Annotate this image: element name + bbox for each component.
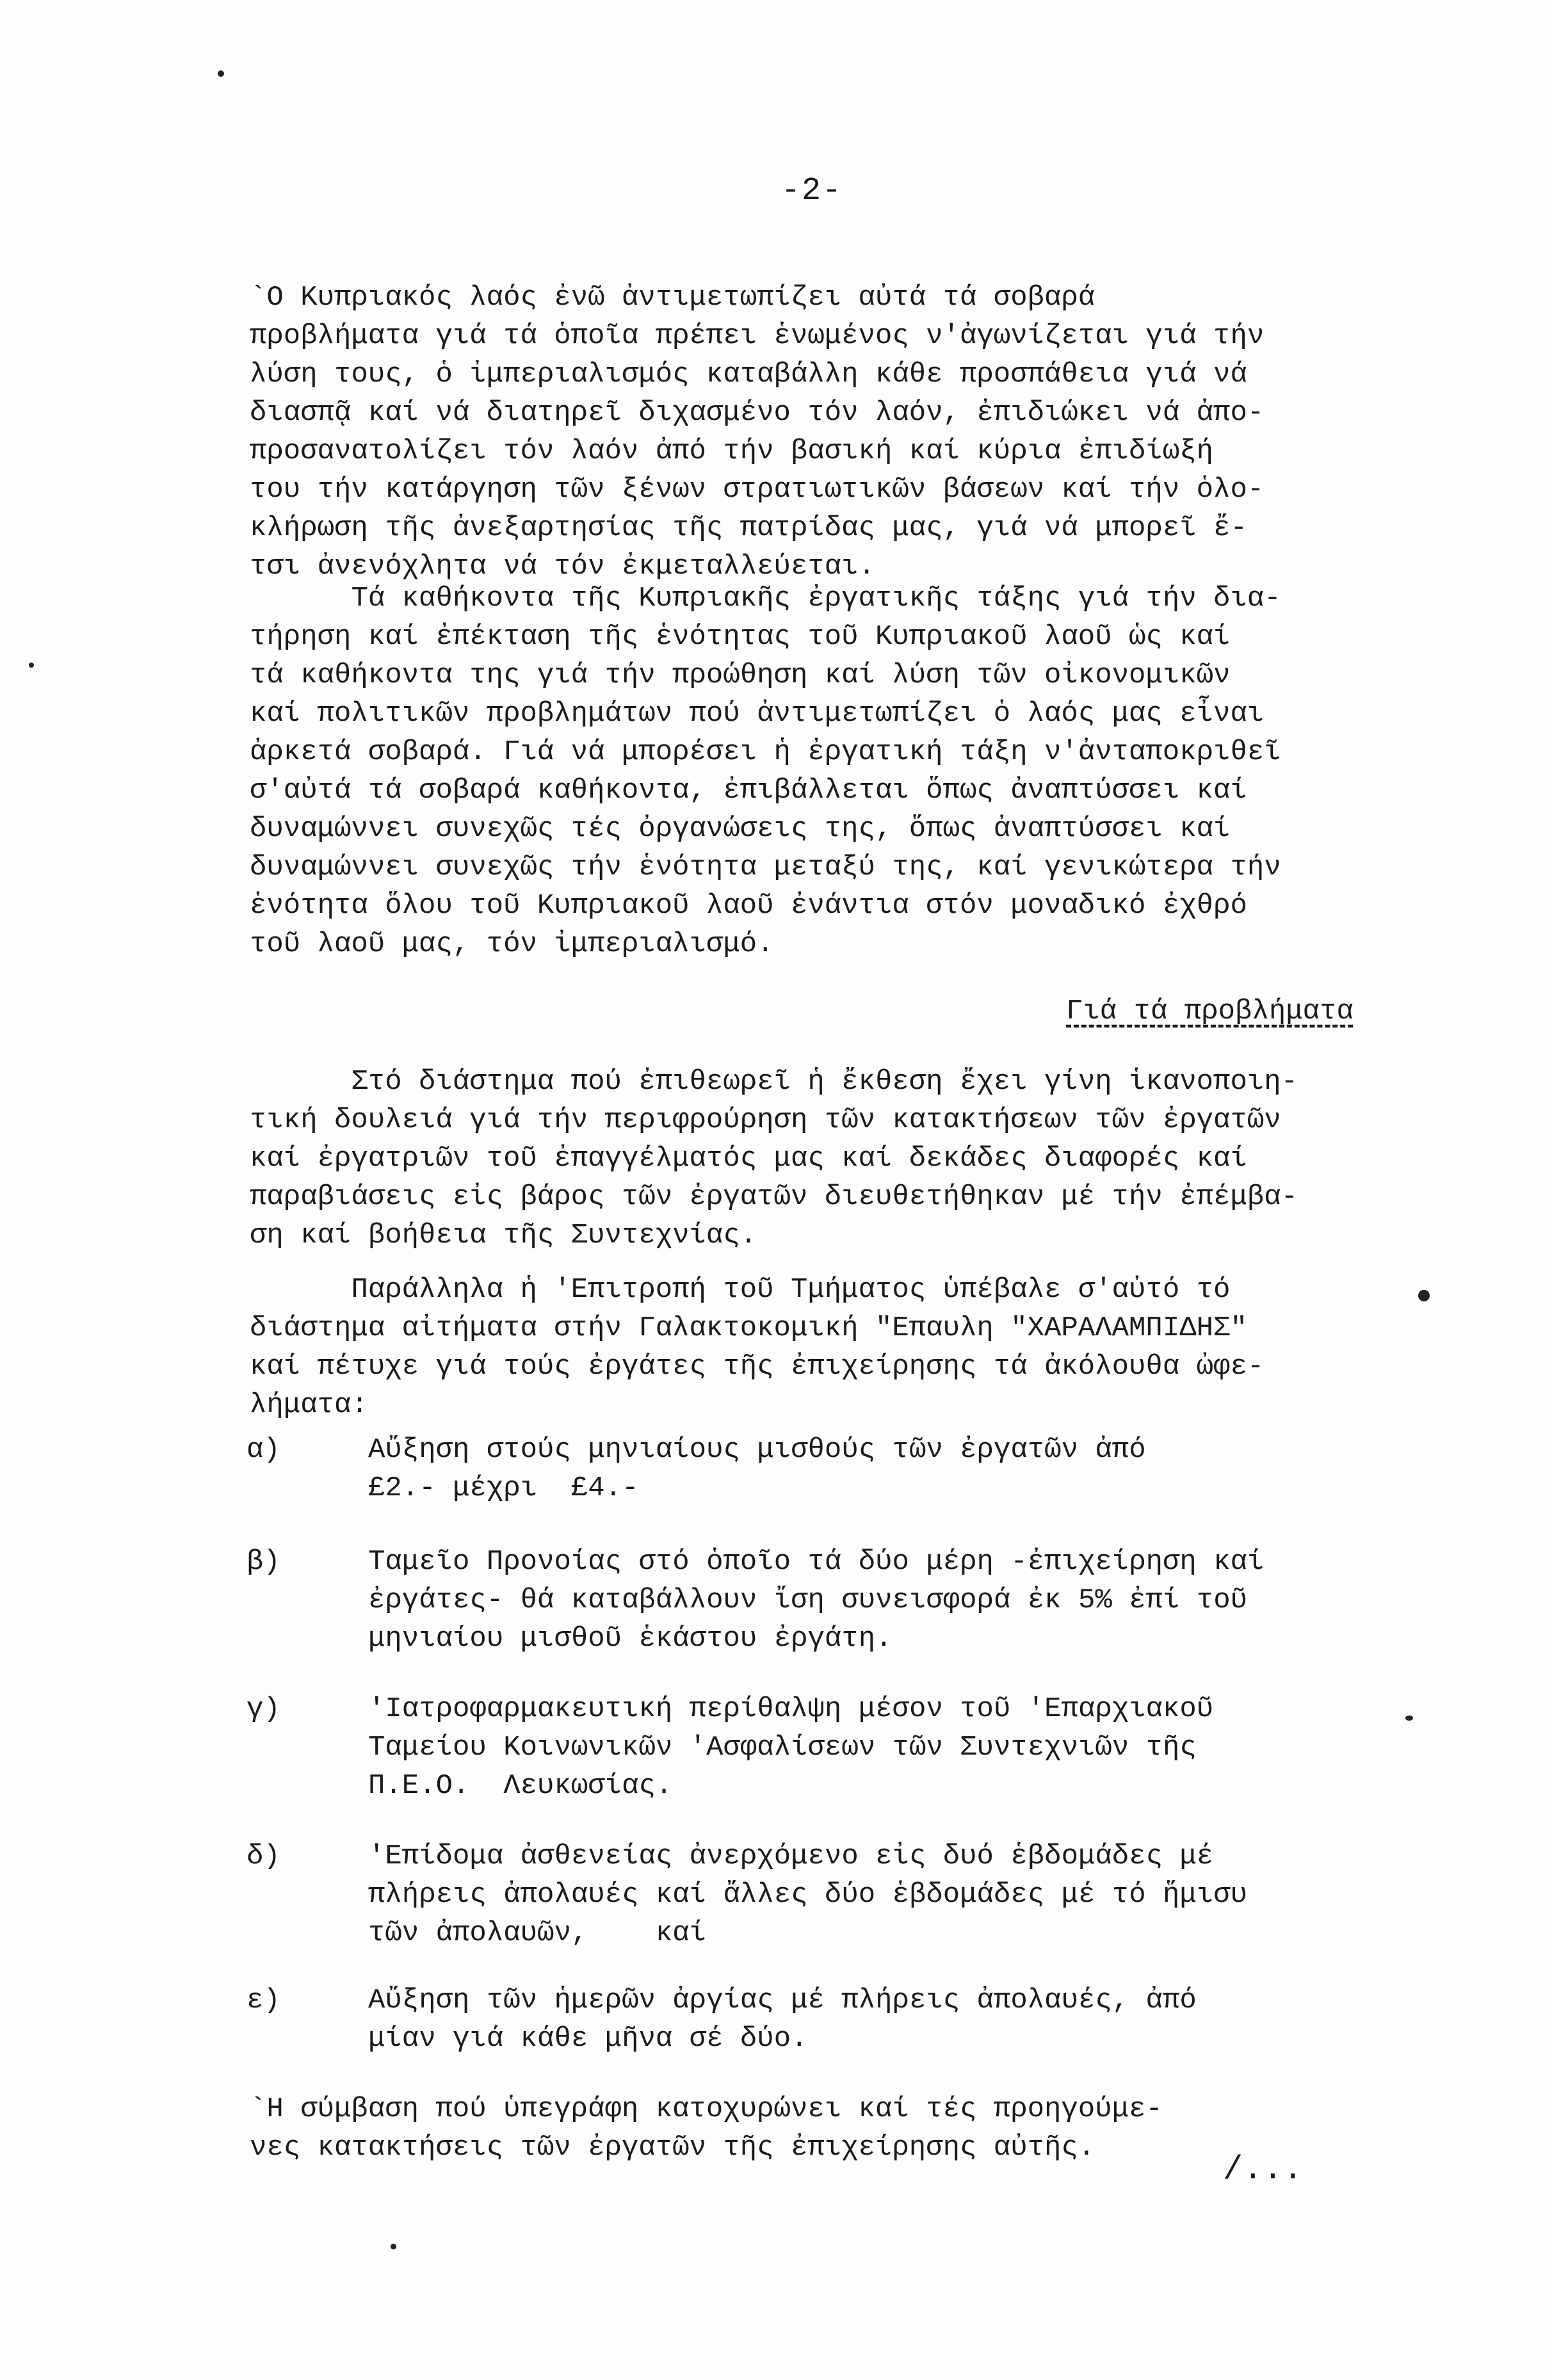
scan-speck [391, 2244, 396, 2249]
section-heading-problems: Γιά τά προβλήματα [1066, 995, 1354, 1027]
item-text: Αὔξηση τῶν ἡμερῶν ἀργίας μέ πλήρεις ἀπολαυές, ἀπό μίαν γιά κάθε μῆνα σέ δύο. [368, 1984, 1197, 2055]
item-marker: β) [247, 1546, 280, 1578]
continuation-mark: /... [1223, 2151, 1303, 2189]
item-text: 'Ιατροφαρμακευτική περίθαλψη μέσον τοῦ 'Επαρχιακοῦ Ταμείου Κοινωνικῶν 'Ασφαλίσεων τῶν Συντεχνιῶν τῆς Π.Ε.Ο. Λευκωσίας. [368, 1693, 1214, 1802]
item-text: Ταμεῖο Προνοίας στό ὁποῖο τά δύο μέρη -ἐπιχείρηση καί ἐργάτες- θά καταβάλλουν ἴση συνεισφορά ἐκ 5% ἐπί τοῦ μηνιαίου μισθοῦ ἑκάστου ἐργάτη. [368, 1546, 1265, 1655]
paragraph-intro: `Ο Κυπριακός λαός ἐνῶ ἀντιμετωπίζει αὐτά τά σοβαρά προβλήματα γιά τά ὁποῖα πρέπει ἑνωμένος ν'ἀγωνίζεται γιά τήν λύση τους, ὁ ἰμπεριαλισμός καταβάλλη κάθε προσπάθεια γιά νά διασπᾷ καί νά διατηρεῖ διχασμένο τόν λαόν, ἐπιδιώκει νά ἀπο- προσανατολίζει τόν λαόν ἀπό τήν βασική καί κύρια ἐπιδίωξή του τήν κατάργηση τῶν ξένων στρατιωτικῶν βάσεων καί τήν ὁλο- κλήρωση τῆς ἀνεξαρτησίας τῆς πατρίδας μας, γιά νά μπορεῖ ἔ- τσι ἀνενόχλητα νά τόν ἐκμεταλλεύεται. [250, 282, 1265, 583]
scan-speck [1418, 1290, 1430, 1301]
paragraph-duties: Τά καθήκοντα τῆς Κυπριακῆς ἐργατικῆς τάξης γιά τήν δια- τήρηση καί ἐπέκταση τῆς ἑνότητας τοῦ Κυπριακοῦ λαοῦ ὡς καί τά καθήκοντα της γιά τήν προώθηση καί λύση τῶν οἰκονομικῶν καί πολιτικῶν προβλημάτων πού ἀντιμετωπίζει ὁ λαός μας εἶναι ἀρκετά σοβαρά. Γιά νά μπορέσει ἡ ἐργατική τάξη ν'ἀνταποκριθεῖ σ'αὐτά τά σοβαρά καθήκοντα, ἐπιβάλλεται ὅπως ἀναπτύσσει καί δυναμώννει συνεχῶς τές ὀργανώσεις της, ὅπως ἀναπτύσσει καί δυναμώννει συνεχῶς τήν ἑνότητα μεταξύ της, καί γενικώτερα τήν ἑνότητα ὅλου τοῦ Κυπριακοῦ λαοῦ ἐνάντια στόν μοναδικό ἐχθρό τοῦ λαοῦ μας, τόν ἰμπεριαλισμό. [250, 583, 1281, 960]
item-marker: δ) [247, 1840, 280, 1872]
paragraph-demands: Παράλληλα ἡ 'Επιτροπή τοῦ Τμήματος ὑπέβαλε σ'αὐτό τό διάστημα αἰτήματα στήν Γαλακτοκομική "Επαυλη "ΧΑΡΑΛΑΜΠΙΔΗΣ" καί πέτυχε γιά τούς ἐργάτες τῆς ἐπιχείρησης τά ἀκόλουθα ὠφε- λήματα: [250, 1274, 1265, 1421]
paragraph-agreement: `Η σύμβαση πού ὑπεγράφη κατοχυρώνει καί τές προηγούμε- νες κατακτήσεις τῶν ἐργατῶν τῆς ἐπιχείρησης αὐτῆς. [250, 2093, 1163, 2164]
scan-speck [1405, 1716, 1413, 1721]
item-marker: ε) [247, 1984, 280, 2016]
item-marker: α) [247, 1434, 280, 1466]
paragraph-period-work: Στό διάστημα πού ἐπιθεωρεῖ ἡ ἔκθεση ἔχει γίνη ἱκανοποιη- τική δουλειά γιά τήν περιφρούρηση τῶν κατακτήσεων τῶν ἐργατῶν καί ἐργατριῶν τοῦ ἐπαγγέλματός μας καί δεκάδες διαφορές καί παραβιάσεις εἰς βάρος τῶν ἐργατῶν διευθετήθηκαν μέ τήν ἐπέμβα- ση καί βοήθεια τῆς Συντεχνίας. [250, 1066, 1298, 1251]
benefit-item [247, 1981, 1469, 2058]
scan-speck [29, 663, 34, 668]
item-marker: γ) [247, 1693, 280, 1725]
benefit-item [247, 1837, 1469, 1952]
benefit-item [247, 1543, 1469, 1658]
benefit-item [247, 1690, 1469, 1805]
page-number: -2- [781, 173, 843, 209]
scan-speck [218, 70, 224, 77]
item-text: 'Επίδομα ἀσθενείας ἀνερχόμενο εἰς δυό ἑβδομάδες μέ πλήρεις ἀπολαυές καί ἄλλες δύο ἑβδομάδες μέ τό ἥμισυ τῶν ἀπολαυῶν, καί [368, 1840, 1248, 1949]
benefit-item [247, 1431, 1469, 1508]
item-text: Αὔξηση στούς μηνιαίους μισθούς τῶν ἐργατῶν ἀπό £2.- μέχρι £4.- [368, 1434, 1146, 1504]
